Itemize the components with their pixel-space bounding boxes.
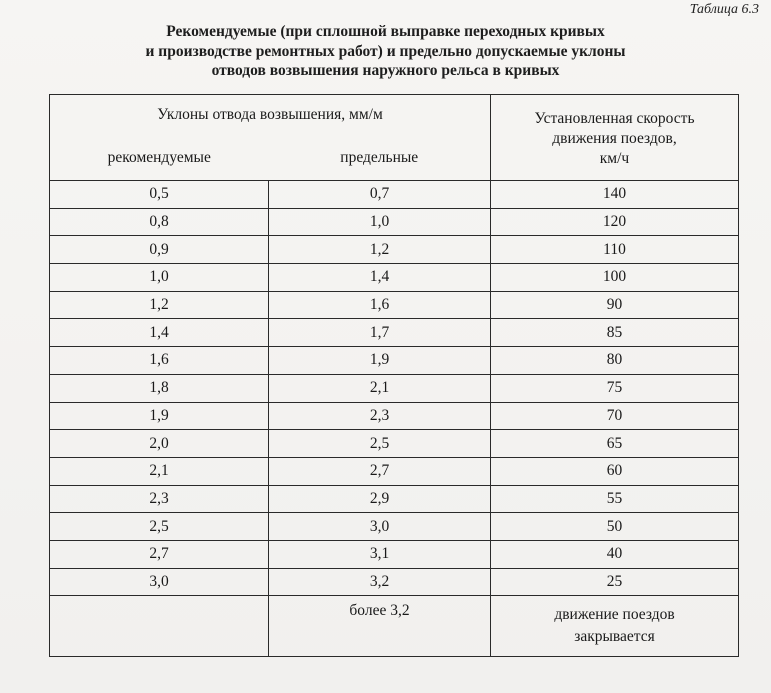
cell-speed: 75 [491,374,739,402]
cell-speed: 120 [491,208,739,236]
cell-speed: 85 [491,319,739,347]
table-row [50,485,739,513]
header-recommended [50,135,269,181]
cell-limit: 1,9 [269,347,491,375]
cell-recommended: 1,9 [50,402,269,430]
cell-recommended: 2,3 [50,485,269,513]
header-limit-label: предельные [340,148,419,166]
header-speed-line-2: движения поездов, [552,129,677,147]
header-speed-line-3: км/ч [599,149,630,167]
cell-recommended: 0,8 [50,208,269,236]
cell-recommended [50,596,269,657]
cell-speed: 50 [491,513,739,541]
table-row [50,402,739,430]
header-slopes-group-label: Уклоны отвода возвышения, мм/м [157,106,383,123]
cell-recommended: 2,0 [50,430,269,458]
cell-speed: 80 [491,347,739,375]
table-row [50,457,739,485]
cell-recommended: 1,6 [50,347,269,375]
caption-line-3: отводов возвышения наружного рельса в кривых [211,62,560,79]
cell-speed: 70 [491,402,739,430]
header-recommended-label: рекомендуемые [107,148,211,166]
cell-limit: 3,1 [269,540,491,568]
table-caption [0,22,771,81]
cell-limit: 1,4 [269,264,491,292]
table-row [50,374,739,402]
cell-limit: 2,5 [269,430,491,458]
cell-limit: 1,7 [269,319,491,347]
cell-limit: 1,6 [269,291,491,319]
table-row [50,540,739,568]
cell-recommended: 1,4 [50,319,269,347]
table-row [50,513,739,541]
cell-speed: 90 [491,291,739,319]
cell-recommended: 2,5 [50,513,269,541]
header-slopes-group [50,95,491,136]
table-row [50,291,739,319]
cell-speed: 40 [491,540,739,568]
cell-limit: 2,1 [269,374,491,402]
table-number: Таблица 6.3 [689,2,759,17]
cell-limit: 3,0 [269,513,491,541]
table-row [50,568,739,596]
table-row [50,181,739,209]
cell-speed-line-1: движение поездов [554,606,675,624]
cell-speed: 25 [491,568,739,596]
cell-speed [491,596,739,657]
table-row [50,430,739,458]
header-limit [269,135,491,181]
cell-limit: 1,0 [269,208,491,236]
cell-speed: 100 [491,264,739,292]
slopes-table [49,94,739,657]
cell-limit: 3,2 [269,568,491,596]
header-row [50,95,739,136]
caption-line-1: Рекомендуемые (при сплошной выправке переходных кривых [166,23,605,40]
cell-limit: 2,7 [269,457,491,485]
table-row [50,236,739,264]
cell-speed: 65 [491,430,739,458]
cell-recommended: 1,2 [50,291,269,319]
cell-limit: более 3,2 [269,596,491,657]
cell-recommended: 0,9 [50,236,269,264]
cell-limit: 2,3 [269,402,491,430]
header-speed [491,95,739,181]
table-row [50,319,739,347]
cell-speed: 110 [491,236,739,264]
cell-limit: 1,2 [269,236,491,264]
header-speed-line-1: Установленная скорость [534,109,695,127]
cell-recommended: 2,1 [50,457,269,485]
cell-recommended: 1,8 [50,374,269,402]
cell-speed-line-2: закрывается [574,628,655,646]
cell-limit: 2,9 [269,485,491,513]
cell-speed: 140 [491,181,739,209]
table-row [50,347,739,375]
table-row [50,264,739,292]
cell-recommended: 3,0 [50,568,269,596]
table-row [50,208,739,236]
cell-speed: 55 [491,485,739,513]
cell-recommended: 0,5 [50,181,269,209]
cell-limit: 0,7 [269,181,491,209]
caption-line-2: и производстве ремонтных работ) и предельно допускаемые уклоны [145,42,626,60]
cell-speed: 60 [491,457,739,485]
cell-recommended: 2,7 [50,540,269,568]
table-row-last [50,596,739,657]
cell-recommended: 1,0 [50,264,269,292]
